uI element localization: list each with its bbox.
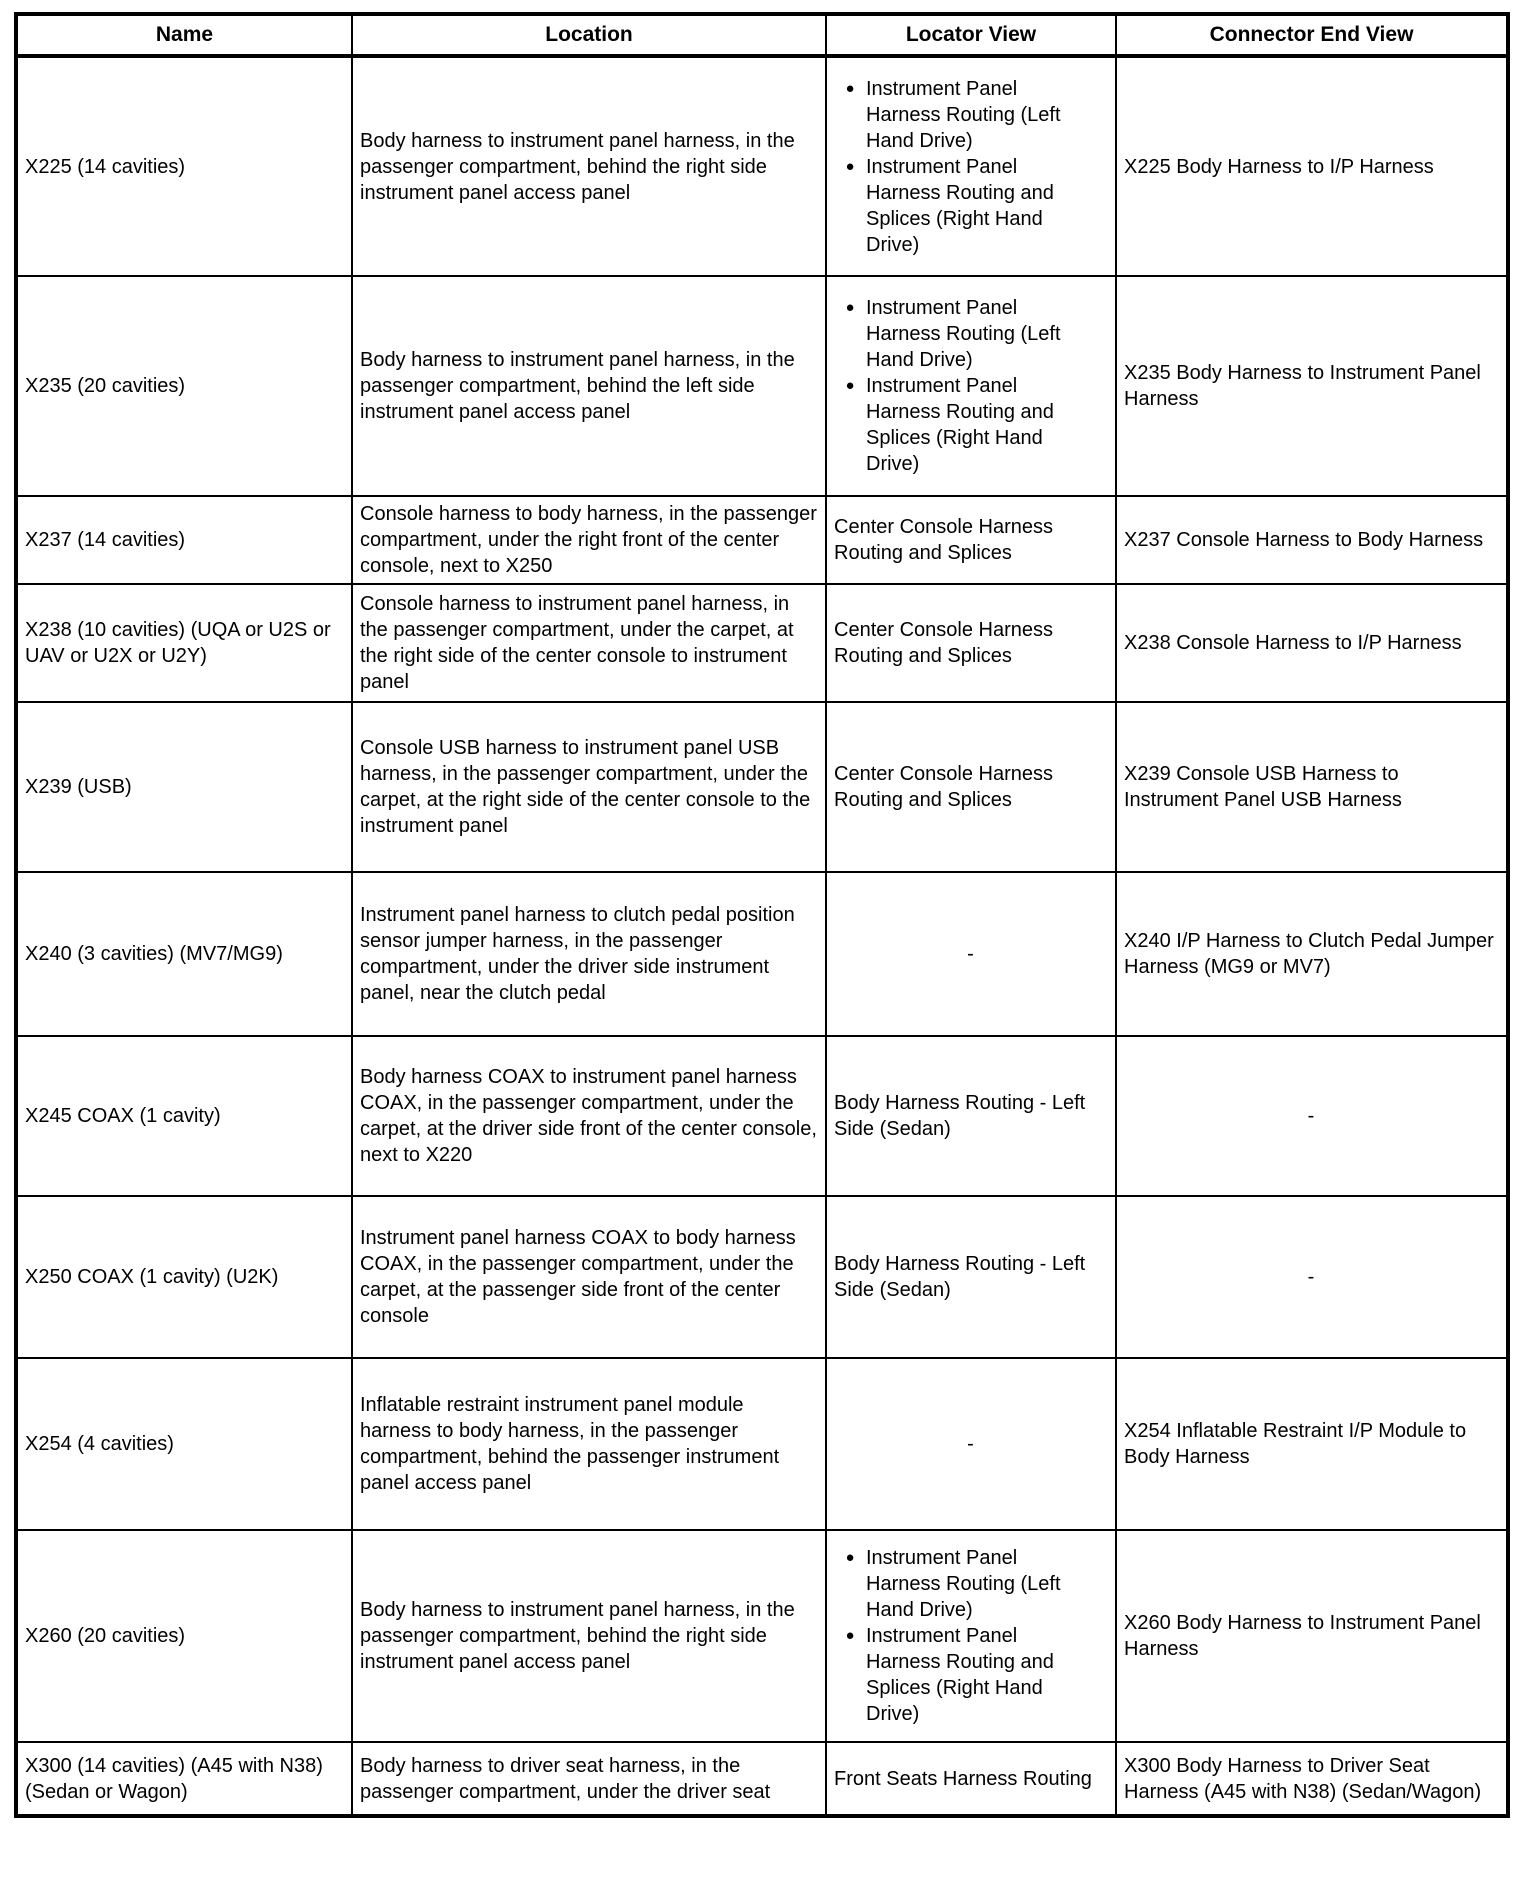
name-cell: X250 COAX (1 cavity) (U2K) (16, 1196, 352, 1358)
bullet-item-label: Instrument Panel Harness Routing (Left Hand Drive) (866, 297, 1061, 371)
connector-end-view-cell: - (1116, 1036, 1508, 1196)
location-cell: Inflatable restraint instrument panel module harness to body harness, in the passenger compartment, behind the passenger instrument panel access panel (352, 1358, 826, 1530)
location-cell: Body harness to instrument panel harness, in the passenger compartment, behind the right side instrument panel access panel (352, 56, 826, 276)
name-cell: X240 (3 cavities) (MV7/MG9) (16, 872, 352, 1036)
bullet-icon: ● (845, 79, 855, 97)
header-row (16, 14, 1508, 56)
name-cell: X239 (USB) (16, 702, 352, 872)
locator-view-cell: - (826, 1358, 1116, 1530)
locator-view-cell (826, 276, 1116, 496)
locator-view-cell: Body Harness Routing - Left Side (Sedan) (826, 1196, 1116, 1358)
bullet-icon: ● (845, 157, 855, 175)
bullet-item (834, 295, 1107, 373)
name-cell: X254 (4 cavities) (16, 1358, 352, 1530)
bullet-item (834, 154, 1107, 258)
locator-view-cell: Front Seats Harness Routing (826, 1742, 1116, 1816)
location-cell: Instrument panel harness COAX to body harness COAX, in the passenger compartment, under the carpet, at the passenger side front of the center console (352, 1196, 826, 1358)
bullet-list (834, 76, 1107, 258)
locator-view-cell: Center Console Harness Routing and Splices (826, 584, 1116, 702)
location-cell: Console harness to instrument panel harness, in the passenger compartment, under the carpet, at the right side of the center console to instrument panel (352, 584, 826, 702)
bullet-item-label: Instrument Panel Harness Routing (Left Hand Drive) (866, 1547, 1061, 1621)
connector-table (14, 12, 1510, 1818)
locator-view-cell (826, 56, 1116, 276)
table-row (16, 1530, 1508, 1742)
bullet-item-label: Instrument Panel Harness Routing and Splices (Right Hand Drive) (866, 1625, 1054, 1725)
location-cell: Body harness to driver seat harness, in the passenger compartment, under the driver seat (352, 1742, 826, 1816)
table-row (16, 56, 1508, 276)
locator-view-cell: Body Harness Routing - Left Side (Sedan) (826, 1036, 1116, 1196)
bullet-icon: ● (845, 1549, 855, 1566)
connector-end-view-cell: X238 Console Harness to I/P Harness (1116, 584, 1508, 702)
location-cell: Instrument panel harness to clutch pedal position sensor jumper harness, in the passenger compartment, under the driver side instrument panel, near the clutch pedal (352, 872, 826, 1036)
name-cell: X245 COAX (1 cavity) (16, 1036, 352, 1196)
table-row (16, 276, 1508, 496)
table-row (16, 1196, 1508, 1358)
table-body (16, 56, 1508, 1816)
location-cell: Console USB harness to instrument panel USB harness, in the passenger compartment, under the carpet, at the right side of the center console to the instrument panel (352, 702, 826, 872)
column-header-location: Location (352, 14, 826, 56)
location-cell: Body harness to instrument panel harness, in the passenger compartment, behind the right side instrument panel access panel (352, 1530, 826, 1742)
bullet-item-label: Instrument Panel Harness Routing and Splices (Right Hand Drive) (866, 375, 1054, 475)
bullet-list (834, 295, 1107, 477)
bullet-item (834, 76, 1107, 154)
connector-end-view-cell: X254 Inflatable Restraint I/P Module to Body Harness (1116, 1358, 1508, 1530)
connector-end-view-cell: - (1116, 1196, 1508, 1358)
name-cell: X225 (14 cavities) (16, 56, 352, 276)
locator-view-cell: - (826, 872, 1116, 1036)
name-cell: X238 (10 cavities) (UQA or U2S or UAV or U2X or U2Y) (16, 584, 352, 702)
connector-end-view-cell: X237 Console Harness to Body Harness (1116, 496, 1508, 584)
connector-end-view-cell: X300 Body Harness to Driver Seat Harness (A45 with N38) (Sedan/Wagon) (1116, 1742, 1508, 1816)
table-row (16, 872, 1508, 1036)
column-header-locator-view: Locator View (826, 14, 1116, 56)
table-row (16, 1036, 1508, 1196)
table-row (16, 584, 1508, 702)
bullet-item-label: Instrument Panel Harness Routing and Splices (Right Hand Drive) (866, 155, 1054, 256)
name-cell: X235 (20 cavities) (16, 276, 352, 496)
location-cell: Body harness COAX to instrument panel harness COAX, in the passenger compartment, under the carpet, at the driver side front of the center console, next to X220 (352, 1036, 826, 1196)
table-row (16, 1742, 1508, 1816)
bullet-item-label: Instrument Panel Harness Routing (Left Hand Drive) (866, 77, 1061, 152)
table-row (16, 496, 1508, 584)
table-row (16, 702, 1508, 872)
column-header-name: Name (16, 14, 352, 56)
connector-end-view-cell: X240 I/P Harness to Clutch Pedal Jumper Harness (MG9 or MV7) (1116, 872, 1508, 1036)
bullet-icon: ● (845, 377, 855, 394)
location-cell: Body harness to instrument panel harness, in the passenger compartment, behind the left side instrument panel access panel (352, 276, 826, 496)
connector-end-view-cell: X260 Body Harness to Instrument Panel Harness (1116, 1530, 1508, 1742)
locator-view-cell (826, 1530, 1116, 1742)
locator-view-cell: Center Console Harness Routing and Splices (826, 702, 1116, 872)
bullet-item (834, 1623, 1107, 1727)
table-row (16, 1358, 1508, 1530)
bullet-list (834, 1545, 1107, 1727)
locator-view-cell: Center Console Harness Routing and Splices (826, 496, 1116, 584)
bullet-icon: ● (845, 1627, 855, 1644)
name-cell: X300 (14 cavities) (A45 with N38) (Sedan or Wagon) (16, 1742, 352, 1816)
location-cell: Console harness to body harness, in the passenger compartment, under the right front of the center console, next to X250 (352, 496, 826, 584)
bullet-icon: ● (845, 299, 855, 316)
connector-end-view-cell: X235 Body Harness to Instrument Panel Harness (1116, 276, 1508, 496)
connector-end-view-cell: X239 Console USB Harness to Instrument Panel USB Harness (1116, 702, 1508, 872)
bullet-item (834, 1545, 1107, 1623)
bullet-item (834, 373, 1107, 477)
name-cell: X237 (14 cavities) (16, 496, 352, 584)
column-header-connector-end-view: Connector End View (1116, 14, 1508, 56)
name-cell: X260 (20 cavities) (16, 1530, 352, 1742)
connector-end-view-cell: X225 Body Harness to I/P Harness (1116, 56, 1508, 276)
